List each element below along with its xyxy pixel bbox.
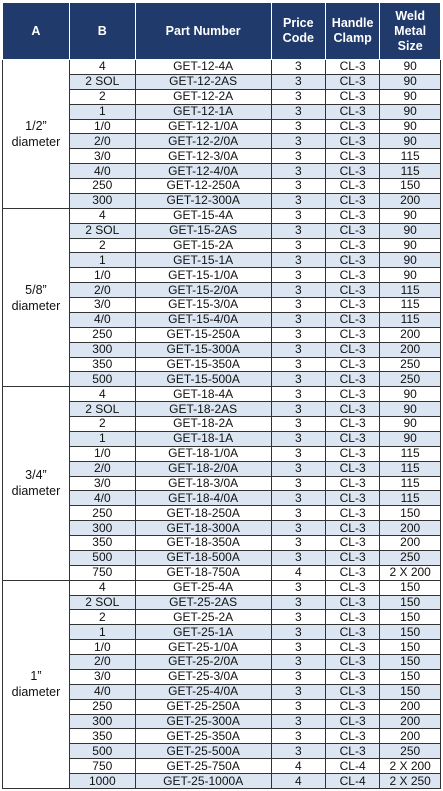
- cell-handle-clamp: CL-3: [325, 342, 379, 357]
- cell-b-value: 300: [69, 193, 135, 208]
- cell-b-value: 500: [69, 550, 135, 565]
- cell-b-value: 250: [69, 699, 135, 714]
- cell-price-code: 3: [271, 89, 325, 104]
- cell-part-number: GET-12-2AS: [135, 74, 271, 89]
- cell-weld-metal-size: 150: [380, 179, 441, 194]
- cell-price-code: 4: [271, 759, 325, 774]
- cell-handle-clamp: CL-3: [325, 684, 379, 699]
- cell-b-value: 300: [69, 714, 135, 729]
- cell-price-code: 3: [271, 238, 325, 253]
- cell-b-value: 1000: [69, 774, 135, 789]
- cell-b-value: 4: [69, 208, 135, 223]
- cell-part-number: GET-18-2/0A: [135, 461, 271, 476]
- cell-b-value: 1: [69, 625, 135, 640]
- cell-price-code: 3: [271, 60, 325, 75]
- cell-handle-clamp: CL-3: [325, 565, 379, 580]
- cell-price-code: 3: [271, 655, 325, 670]
- cell-part-number: GET-25-4/0A: [135, 684, 271, 699]
- cell-b-value: 4/0: [69, 684, 135, 699]
- cell-part-number: GET-12-2A: [135, 89, 271, 104]
- cell-handle-clamp: CL-3: [325, 134, 379, 149]
- cell-handle-clamp: CL-3: [325, 699, 379, 714]
- cell-b-value: 4/0: [69, 164, 135, 179]
- cell-handle-clamp: CL-3: [325, 625, 379, 640]
- cell-b-value: 1: [69, 104, 135, 119]
- cell-price-code: 3: [271, 476, 325, 491]
- cell-part-number: GET-25-300A: [135, 714, 271, 729]
- cell-b-value: 2/0: [69, 283, 135, 298]
- cell-handle-clamp: CL-3: [325, 238, 379, 253]
- cell-part-number: GET-15-3/0A: [135, 298, 271, 313]
- cell-price-code: 3: [271, 208, 325, 223]
- cell-weld-metal-size: 150: [380, 625, 441, 640]
- header-row: [3, 3, 441, 60]
- cell-handle-clamp: CL-3: [325, 744, 379, 759]
- cell-b-value: 350: [69, 357, 135, 372]
- cell-part-number: GET-25-750A: [135, 759, 271, 774]
- cell-price-code: 3: [271, 550, 325, 565]
- cell-b-value: 3/0: [69, 476, 135, 491]
- cell-price-code: 3: [271, 699, 325, 714]
- cell-weld-metal-size: 115: [380, 298, 441, 313]
- cell-price-code: 3: [271, 312, 325, 327]
- cell-weld-metal-size: 150: [380, 595, 441, 610]
- cell-weld-metal-size: 200: [380, 327, 441, 342]
- cell-part-number: GET-15-1A: [135, 253, 271, 268]
- cell-weld-metal-size: 90: [380, 253, 441, 268]
- cell-weld-metal-size: 90: [380, 417, 441, 432]
- cell-price-code: 3: [271, 610, 325, 625]
- cell-weld-metal-size: 200: [380, 699, 441, 714]
- table-body: [3, 60, 441, 789]
- cell-weld-metal-size: 90: [380, 402, 441, 417]
- cell-handle-clamp: CL-3: [325, 580, 379, 595]
- cell-price-code: 3: [271, 669, 325, 684]
- header-handle-clamp: Handle Clamp: [325, 3, 379, 60]
- header-a: A: [3, 3, 70, 60]
- cell-b-value: 4: [69, 580, 135, 595]
- cell-price-code: 3: [271, 684, 325, 699]
- cell-part-number: GET-25-2AS: [135, 595, 271, 610]
- cell-weld-metal-size: 90: [380, 208, 441, 223]
- cell-handle-clamp: CL-3: [325, 372, 379, 387]
- cell-weld-metal-size: 90: [380, 60, 441, 75]
- cell-weld-metal-size: 150: [380, 640, 441, 655]
- cell-handle-clamp: CL-3: [325, 446, 379, 461]
- cell-weld-metal-size: 150: [380, 580, 441, 595]
- cell-weld-metal-size: 90: [380, 238, 441, 253]
- cell-price-code: 3: [271, 223, 325, 238]
- cell-weld-metal-size: 90: [380, 119, 441, 134]
- cell-part-number: GET-25-2/0A: [135, 655, 271, 670]
- cell-part-number: GET-15-4A: [135, 208, 271, 223]
- cell-b-value: 250: [69, 506, 135, 521]
- group-label-a: 1/2” diameter: [3, 60, 70, 209]
- cell-price-code: 3: [271, 253, 325, 268]
- cell-handle-clamp: CL-3: [325, 60, 379, 75]
- cell-b-value: 250: [69, 179, 135, 194]
- cell-price-code: 3: [271, 298, 325, 313]
- cell-handle-clamp: CL-4: [325, 774, 379, 789]
- cell-price-code: 3: [271, 461, 325, 476]
- cell-handle-clamp: CL-3: [325, 283, 379, 298]
- cell-price-code: 3: [271, 521, 325, 536]
- cell-handle-clamp: CL-3: [325, 506, 379, 521]
- cell-b-value: 1/0: [69, 640, 135, 655]
- cell-handle-clamp: CL-3: [325, 193, 379, 208]
- cell-part-number: GET-12-3/0A: [135, 149, 271, 164]
- cell-weld-metal-size: 115: [380, 446, 441, 461]
- cell-price-code: 3: [271, 580, 325, 595]
- cell-b-value: 2 SOL: [69, 402, 135, 417]
- cell-part-number: GET-18-4/0A: [135, 491, 271, 506]
- header-part-number: Part Number: [135, 3, 271, 60]
- cell-handle-clamp: CL-3: [325, 402, 379, 417]
- cell-b-value: 3/0: [69, 149, 135, 164]
- cell-part-number: GET-15-500A: [135, 372, 271, 387]
- cell-weld-metal-size: 200: [380, 521, 441, 536]
- cell-weld-metal-size: 90: [380, 74, 441, 89]
- cell-handle-clamp: CL-3: [325, 610, 379, 625]
- cell-handle-clamp: CL-4: [325, 759, 379, 774]
- cell-weld-metal-size: 200: [380, 193, 441, 208]
- cell-b-value: 750: [69, 759, 135, 774]
- cell-weld-metal-size: 90: [380, 134, 441, 149]
- cell-weld-metal-size: 2 X 250: [380, 774, 441, 789]
- cell-handle-clamp: CL-3: [325, 208, 379, 223]
- cell-weld-metal-size: 200: [380, 536, 441, 551]
- cell-weld-metal-size: 150: [380, 506, 441, 521]
- cell-handle-clamp: CL-3: [325, 74, 379, 89]
- cell-part-number: GET-12-4/0A: [135, 164, 271, 179]
- cell-part-number: GET-15-2A: [135, 238, 271, 253]
- cell-part-number: GET-15-2AS: [135, 223, 271, 238]
- cell-price-code: 3: [271, 595, 325, 610]
- cell-handle-clamp: CL-3: [325, 327, 379, 342]
- cell-part-number: GET-25-3/0A: [135, 669, 271, 684]
- cell-part-number: GET-25-250A: [135, 699, 271, 714]
- group-label-a: 1” diameter: [3, 580, 70, 788]
- cell-part-number: GET-18-750A: [135, 565, 271, 580]
- cell-handle-clamp: CL-3: [325, 104, 379, 119]
- cell-handle-clamp: CL-3: [325, 521, 379, 536]
- cell-part-number: GET-25-4A: [135, 580, 271, 595]
- cell-price-code: 3: [271, 104, 325, 119]
- cell-handle-clamp: CL-3: [325, 357, 379, 372]
- cell-handle-clamp: CL-3: [325, 461, 379, 476]
- cell-b-value: 2: [69, 610, 135, 625]
- cell-part-number: GET-12-1/0A: [135, 119, 271, 134]
- cell-handle-clamp: CL-3: [325, 387, 379, 402]
- cell-b-value: 1: [69, 431, 135, 446]
- cell-part-number: GET-25-500A: [135, 744, 271, 759]
- cell-b-value: 2 SOL: [69, 223, 135, 238]
- cell-b-value: 300: [69, 521, 135, 536]
- cell-b-value: 300: [69, 342, 135, 357]
- cell-part-number: GET-12-4A: [135, 60, 271, 75]
- cell-price-code: 3: [271, 342, 325, 357]
- cell-handle-clamp: CL-3: [325, 714, 379, 729]
- cell-part-number: GET-18-3/0A: [135, 476, 271, 491]
- cell-weld-metal-size: 150: [380, 655, 441, 670]
- cell-b-value: 350: [69, 536, 135, 551]
- cell-handle-clamp: CL-3: [325, 431, 379, 446]
- group-label-a: 3/4” diameter: [3, 387, 70, 580]
- cell-weld-metal-size: 200: [380, 729, 441, 744]
- cell-price-code: 3: [271, 491, 325, 506]
- cell-b-value: 2/0: [69, 461, 135, 476]
- cell-weld-metal-size: 150: [380, 610, 441, 625]
- cell-weld-metal-size: 90: [380, 104, 441, 119]
- cell-handle-clamp: CL-3: [325, 655, 379, 670]
- cell-handle-clamp: CL-3: [325, 595, 379, 610]
- cell-part-number: GET-18-2AS: [135, 402, 271, 417]
- cell-handle-clamp: CL-3: [325, 223, 379, 238]
- cell-weld-metal-size: 115: [380, 283, 441, 298]
- table-row: [3, 60, 441, 75]
- cell-weld-metal-size: 150: [380, 684, 441, 699]
- cell-price-code: 3: [271, 193, 325, 208]
- cell-part-number: GET-15-250A: [135, 327, 271, 342]
- cell-weld-metal-size: 115: [380, 312, 441, 327]
- cell-handle-clamp: CL-3: [325, 476, 379, 491]
- cell-price-code: 3: [271, 283, 325, 298]
- cell-b-value: 4: [69, 60, 135, 75]
- cell-price-code: 3: [271, 625, 325, 640]
- table-row: [3, 208, 441, 223]
- header-price-code: Price Code: [271, 3, 325, 60]
- cell-b-value: 2 SOL: [69, 595, 135, 610]
- cell-handle-clamp: CL-3: [325, 312, 379, 327]
- cell-price-code: 3: [271, 74, 325, 89]
- cell-price-code: 3: [271, 536, 325, 551]
- cell-part-number: GET-18-350A: [135, 536, 271, 551]
- cell-weld-metal-size: 150: [380, 669, 441, 684]
- cell-price-code: 3: [271, 417, 325, 432]
- cell-b-value: 1/0: [69, 268, 135, 283]
- cell-price-code: 3: [271, 431, 325, 446]
- cell-b-value: 2: [69, 89, 135, 104]
- cell-b-value: 2 SOL: [69, 74, 135, 89]
- cell-b-value: 1: [69, 253, 135, 268]
- cell-b-value: 2: [69, 238, 135, 253]
- cell-b-value: 2: [69, 417, 135, 432]
- cell-b-value: 2/0: [69, 655, 135, 670]
- cell-part-number: GET-18-500A: [135, 550, 271, 565]
- cell-price-code: 3: [271, 134, 325, 149]
- cell-part-number: GET-15-300A: [135, 342, 271, 357]
- spec-table-container: [2, 2, 441, 789]
- cell-handle-clamp: CL-3: [325, 119, 379, 134]
- cell-handle-clamp: CL-3: [325, 164, 379, 179]
- cell-handle-clamp: CL-3: [325, 417, 379, 432]
- cell-part-number: GET-18-250A: [135, 506, 271, 521]
- cell-weld-metal-size: 115: [380, 149, 441, 164]
- cell-part-number: GET-18-4A: [135, 387, 271, 402]
- cell-part-number: GET-18-1/0A: [135, 446, 271, 461]
- cell-handle-clamp: CL-3: [325, 536, 379, 551]
- cell-price-code: 3: [271, 149, 325, 164]
- cell-price-code: 3: [271, 327, 325, 342]
- table-header: [3, 3, 441, 60]
- cell-handle-clamp: CL-3: [325, 640, 379, 655]
- cell-b-value: 1/0: [69, 119, 135, 134]
- cell-b-value: 350: [69, 729, 135, 744]
- cell-handle-clamp: CL-3: [325, 253, 379, 268]
- cell-price-code: 3: [271, 387, 325, 402]
- cell-price-code: 4: [271, 774, 325, 789]
- cell-weld-metal-size: 115: [380, 164, 441, 179]
- cell-b-value: 4: [69, 387, 135, 402]
- cell-weld-metal-size: 200: [380, 714, 441, 729]
- cell-part-number: GET-25-2A: [135, 610, 271, 625]
- cell-handle-clamp: CL-3: [325, 669, 379, 684]
- cell-part-number: GET-18-300A: [135, 521, 271, 536]
- cell-weld-metal-size: 250: [380, 372, 441, 387]
- cell-b-value: 1/0: [69, 446, 135, 461]
- cell-handle-clamp: CL-3: [325, 729, 379, 744]
- cell-handle-clamp: CL-3: [325, 268, 379, 283]
- cell-part-number: GET-18-1A: [135, 431, 271, 446]
- cell-handle-clamp: CL-3: [325, 298, 379, 313]
- cell-weld-metal-size: 115: [380, 461, 441, 476]
- cell-price-code: 3: [271, 268, 325, 283]
- cell-price-code: 3: [271, 402, 325, 417]
- cell-weld-metal-size: 90: [380, 387, 441, 402]
- cell-part-number: GET-12-250A: [135, 179, 271, 194]
- cell-price-code: 3: [271, 729, 325, 744]
- cell-weld-metal-size: 90: [380, 223, 441, 238]
- table-row: [3, 387, 441, 402]
- cell-b-value: 750: [69, 565, 135, 580]
- cell-price-code: 3: [271, 714, 325, 729]
- cell-price-code: 4: [271, 565, 325, 580]
- cell-b-value: 250: [69, 327, 135, 342]
- cell-handle-clamp: CL-3: [325, 179, 379, 194]
- group-label-a: 5/8” diameter: [3, 208, 70, 387]
- cell-weld-metal-size: 90: [380, 268, 441, 283]
- table-row: [3, 580, 441, 595]
- cell-part-number: GET-25-1A: [135, 625, 271, 640]
- weld-spec-table: [2, 2, 441, 789]
- cell-price-code: 3: [271, 164, 325, 179]
- cell-weld-metal-size: 2 X 200: [380, 565, 441, 580]
- cell-weld-metal-size: 250: [380, 744, 441, 759]
- cell-part-number: GET-12-300A: [135, 193, 271, 208]
- cell-handle-clamp: CL-3: [325, 491, 379, 506]
- cell-price-code: 3: [271, 744, 325, 759]
- cell-part-number: GET-15-4/0A: [135, 312, 271, 327]
- cell-price-code: 3: [271, 357, 325, 372]
- cell-price-code: 3: [271, 506, 325, 521]
- cell-part-number: GET-12-2/0A: [135, 134, 271, 149]
- cell-weld-metal-size: 250: [380, 550, 441, 565]
- cell-part-number: GET-25-1/0A: [135, 640, 271, 655]
- cell-price-code: 3: [271, 372, 325, 387]
- cell-weld-metal-size: 115: [380, 491, 441, 506]
- cell-part-number: GET-15-2/0A: [135, 283, 271, 298]
- cell-price-code: 3: [271, 446, 325, 461]
- cell-handle-clamp: CL-3: [325, 89, 379, 104]
- cell-part-number: GET-12-1A: [135, 104, 271, 119]
- cell-part-number: GET-18-2A: [135, 417, 271, 432]
- cell-part-number: GET-25-350A: [135, 729, 271, 744]
- cell-weld-metal-size: 2 X 200: [380, 759, 441, 774]
- cell-part-number: GET-15-350A: [135, 357, 271, 372]
- cell-price-code: 3: [271, 179, 325, 194]
- cell-weld-metal-size: 90: [380, 89, 441, 104]
- cell-handle-clamp: CL-3: [325, 149, 379, 164]
- cell-handle-clamp: CL-3: [325, 550, 379, 565]
- cell-b-value: 2/0: [69, 134, 135, 149]
- header-weld-metal-size: Weld Metal Size: [380, 3, 441, 60]
- cell-weld-metal-size: 200: [380, 342, 441, 357]
- cell-b-value: 4/0: [69, 491, 135, 506]
- cell-b-value: 500: [69, 372, 135, 387]
- cell-weld-metal-size: 115: [380, 476, 441, 491]
- cell-b-value: 3/0: [69, 669, 135, 684]
- cell-b-value: 4/0: [69, 312, 135, 327]
- cell-weld-metal-size: 250: [380, 357, 441, 372]
- cell-b-value: 500: [69, 744, 135, 759]
- cell-price-code: 3: [271, 119, 325, 134]
- cell-weld-metal-size: 90: [380, 431, 441, 446]
- cell-part-number: GET-25-1000A: [135, 774, 271, 789]
- header-b: B: [69, 3, 135, 60]
- cell-price-code: 3: [271, 640, 325, 655]
- cell-b-value: 3/0: [69, 298, 135, 313]
- cell-part-number: GET-15-1/0A: [135, 268, 271, 283]
